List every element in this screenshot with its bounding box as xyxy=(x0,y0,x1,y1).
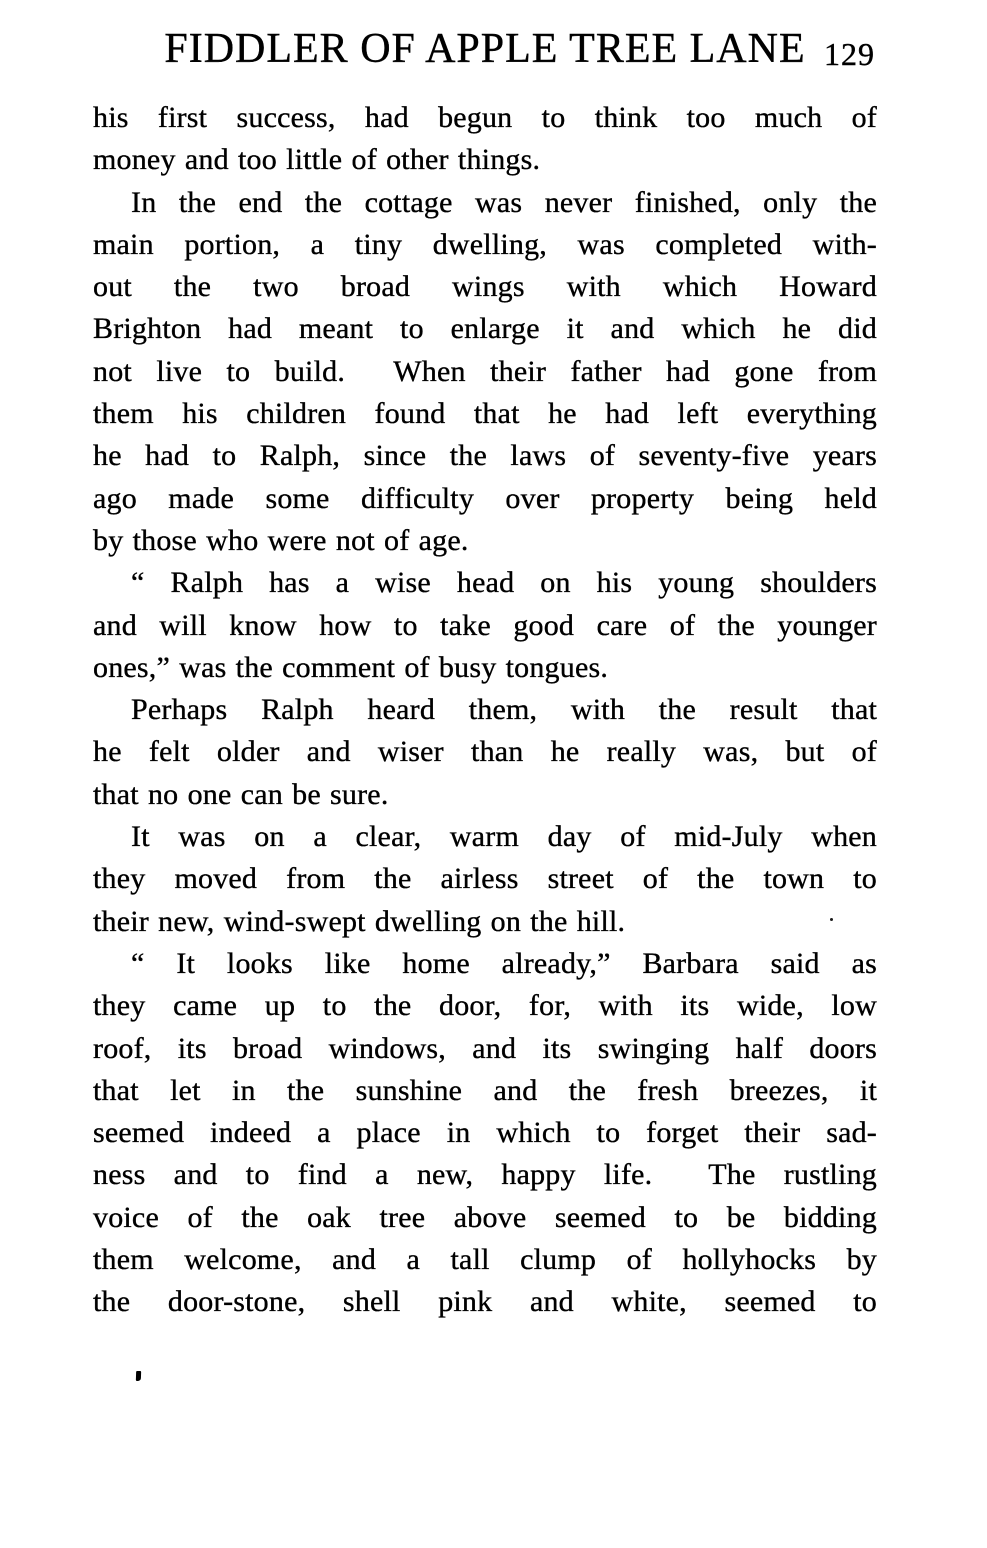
text-line: that let in the sunshine and the fresh breezes, it xyxy=(93,1073,877,1107)
text-line: by those who were not of age. xyxy=(93,523,469,557)
text-line: the door-stone, shell pink and white, seemed to xyxy=(93,1285,877,1319)
text-line: money and too little of other things. xyxy=(93,143,541,177)
text-line: roof, its broad windows, and its swinging half doors xyxy=(93,1031,877,1065)
text-line: “ Ralph has a wise head on his young shoulders xyxy=(131,566,877,600)
text-line: voice of the oak tree above seemed to be bidding xyxy=(93,1200,877,1234)
ink-speck-artifact xyxy=(830,918,833,921)
text-line: main portion, a tiny dwelling, was completed with- xyxy=(93,227,877,261)
text-line: his first success, had begun to think too much of xyxy=(93,101,877,134)
text-line: and will know how to take good care of the younger xyxy=(93,608,877,642)
text-line: not live to build. When their father had gone from xyxy=(93,354,877,388)
text-line: they moved from the airless street of the town to xyxy=(93,862,877,896)
text-line: ago made some difficulty over property being held xyxy=(93,481,877,515)
text-line: “ It looks like home already,” Barbara said as xyxy=(131,946,877,980)
text-line: them his children found that he had left everything xyxy=(93,397,877,431)
text-line: their new, wind-swept dwelling on the hill. xyxy=(93,904,626,938)
text-line: he felt older and wiser than he really was, but of xyxy=(93,735,877,769)
text-line: that no one can be sure. xyxy=(93,777,389,811)
text-line: Brighton had meant to enlarge it and which he did xyxy=(93,312,877,346)
text-line: ones,” was the comment of busy tongues. xyxy=(93,650,609,684)
text-line: seemed indeed a place in which to forget their sad- xyxy=(93,1116,877,1150)
text-line: Perhaps Ralph heard them, with the result that xyxy=(131,693,877,727)
running-title: FIDDLER OF APPLE TREE LANE xyxy=(164,26,806,72)
body-text xyxy=(93,97,877,1324)
text-line: out the two broad wings with which Howard xyxy=(93,270,877,304)
page-header xyxy=(93,25,877,75)
text-line: he had to Ralph, since the laws of seventy-five years xyxy=(93,439,877,473)
text-line: they came up to the door, for, with its wide, low xyxy=(93,989,877,1023)
text-line: them welcome, and a tall clump of hollyhocks by xyxy=(93,1243,877,1277)
text-line: In the end the cottage was never finished, only the xyxy=(131,185,877,219)
text-line: ness and to find a new, happy life. The rustling xyxy=(93,1158,877,1192)
page-number: 129 xyxy=(824,36,875,72)
text-line: It was on a clear, warm day of mid-July when xyxy=(131,820,877,854)
ink-mark-artifact xyxy=(136,1371,141,1381)
